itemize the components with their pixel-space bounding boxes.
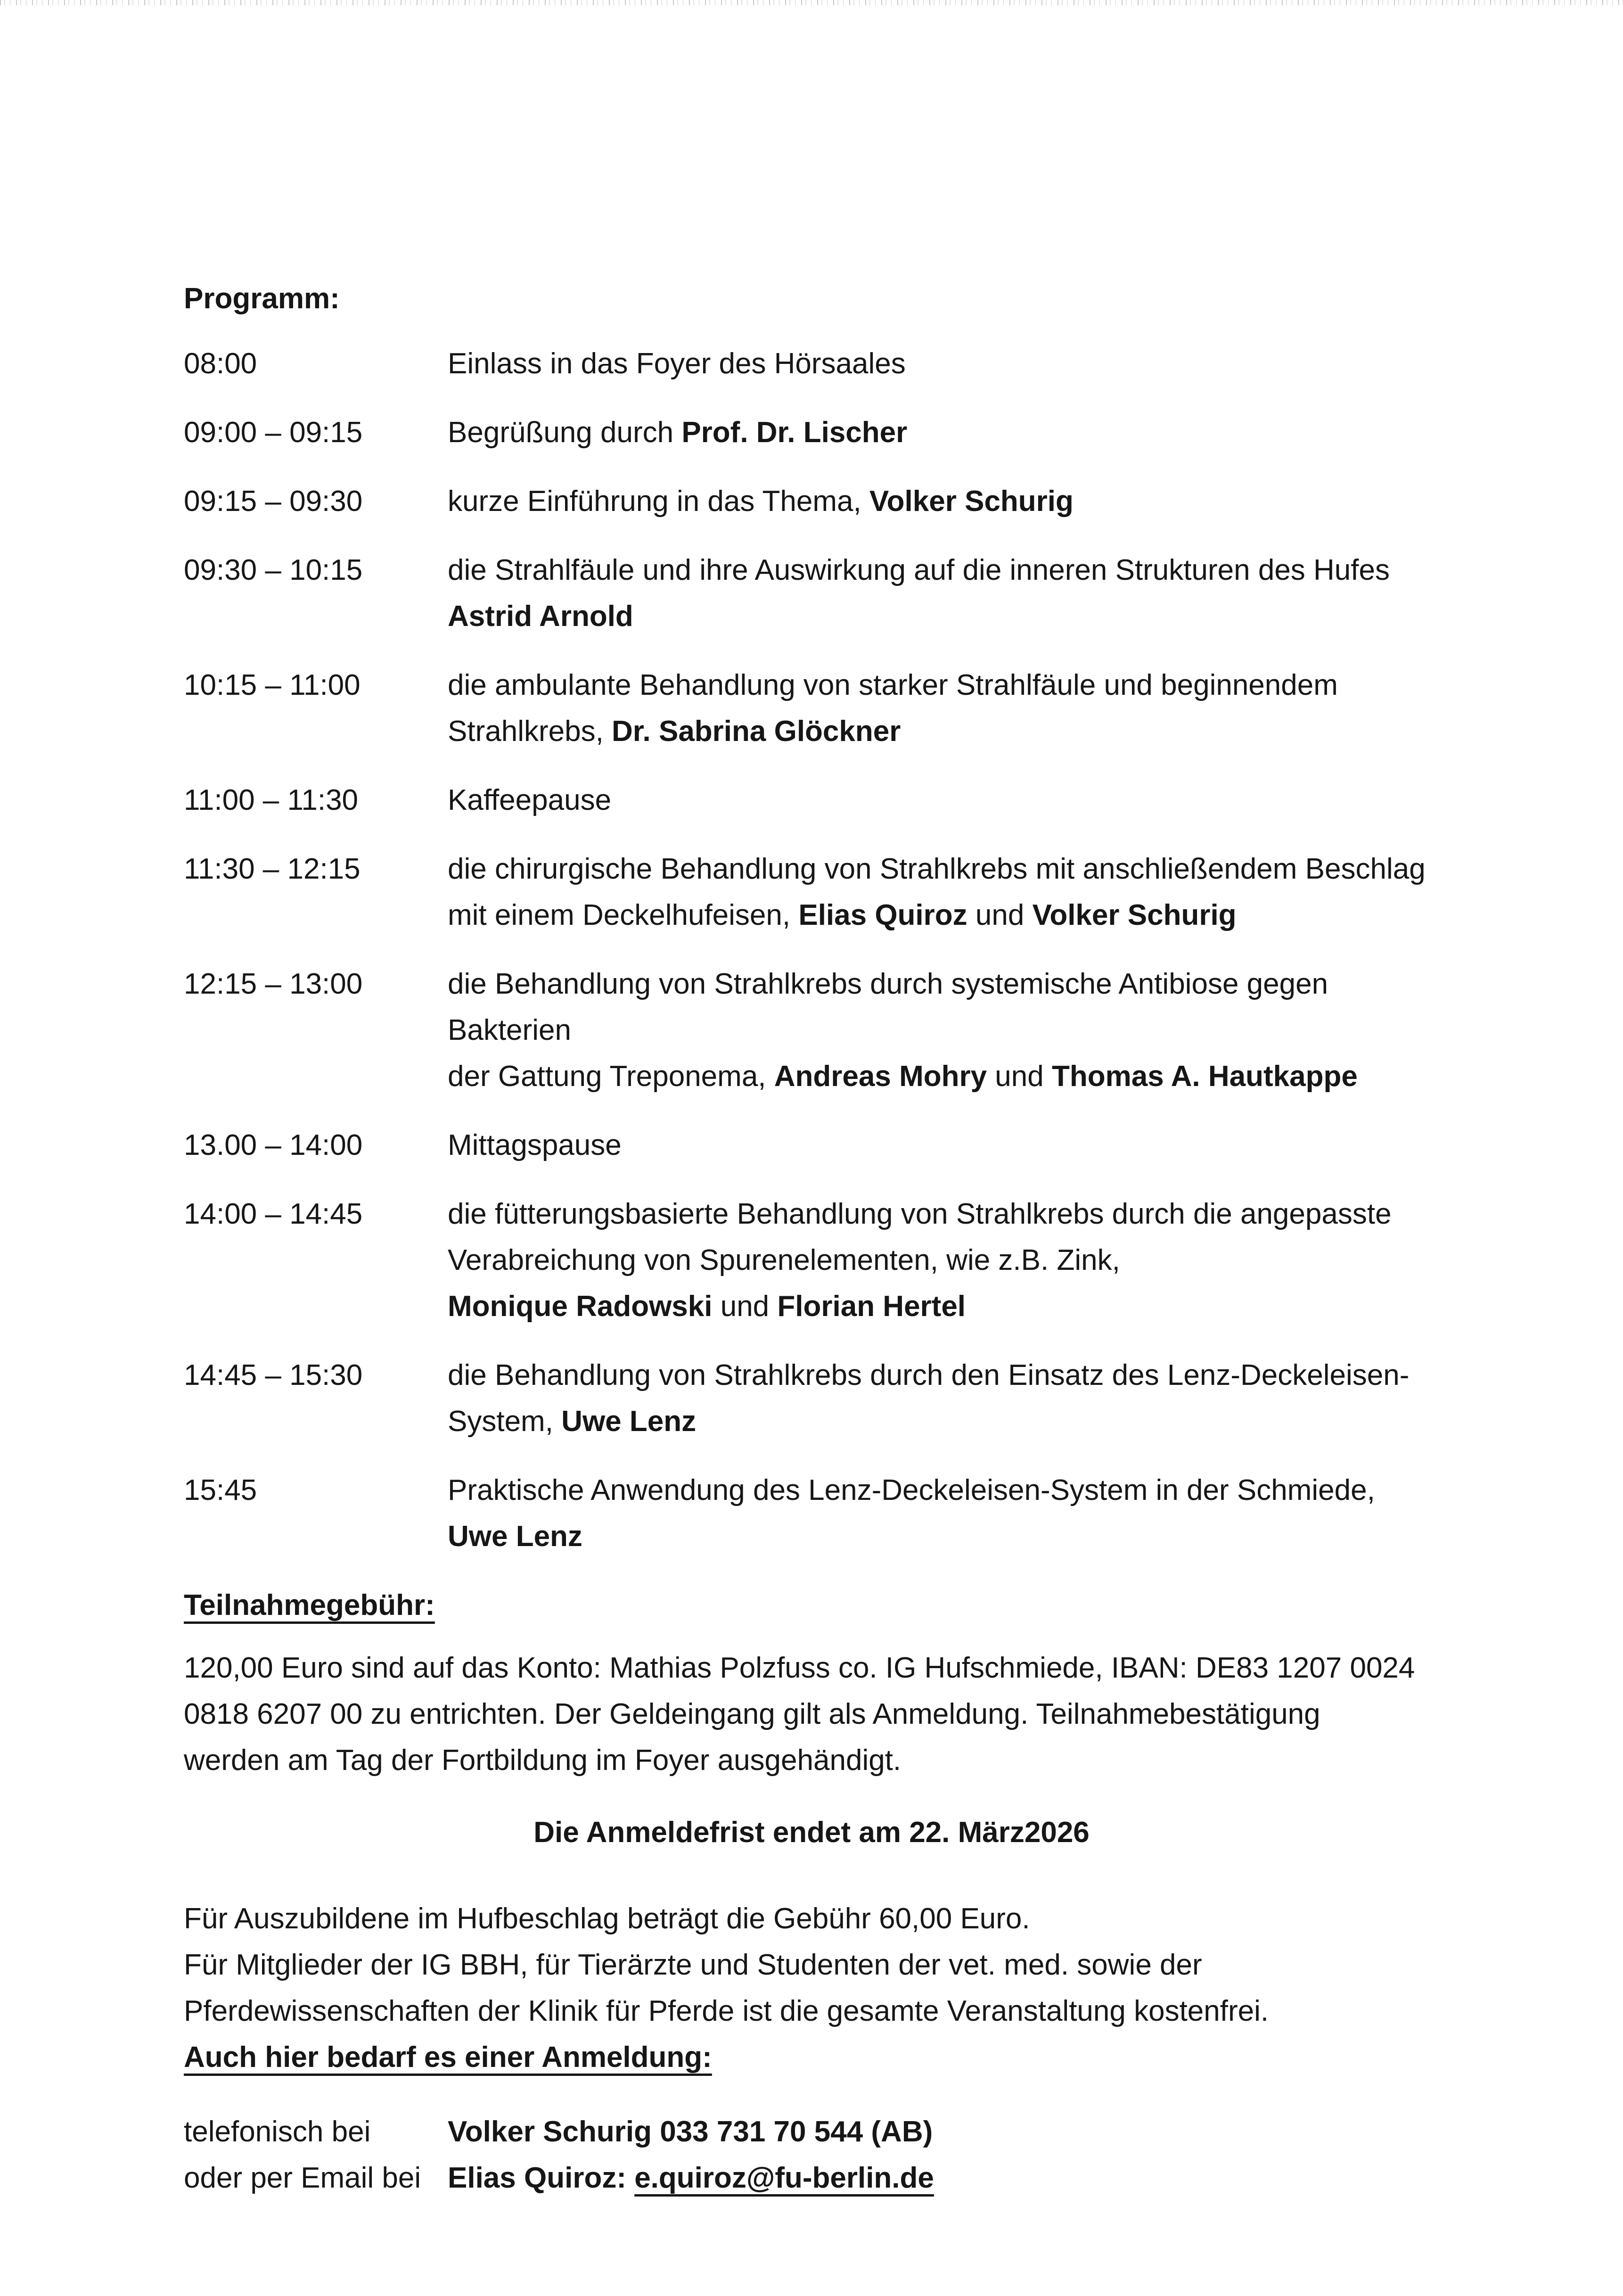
text-segment: Elias Quiroz	[798, 899, 967, 931]
schedule-time: 09:30 – 10:15	[184, 554, 363, 586]
schedule-description	[448, 846, 1439, 938]
text-segment: Thomas A. Hautkappe	[1051, 1060, 1358, 1093]
description-line	[448, 1053, 1439, 1100]
text-segment: und	[967, 899, 1033, 931]
text-segment: die ambulante Behandlung von starker Strahlfäule und beginnendem	[448, 669, 1338, 701]
text-segment: Uwe Lenz	[561, 1405, 697, 1438]
text-segment: die Behandlung von Strahlkrebs durch systemische Antibiose gegen Bakterien	[448, 968, 1328, 1046]
text-segment: Uwe Lenz	[448, 1520, 582, 1553]
deadline-note: Die Anmeldefrist endet am 22. März2026	[533, 1816, 1090, 1849]
fee-heading-row	[184, 1582, 1439, 1629]
contact-label-phone: telefonisch bei	[184, 2115, 371, 2148]
schedule-row	[184, 547, 1439, 640]
description-line	[448, 1514, 1439, 1560]
text-segment: die fütterungsbasierte Behandlung von Strahlkrebs durch die angepasste	[448, 1198, 1392, 1230]
schedule-row	[184, 478, 1439, 525]
text-segment: Astrid Arnold	[448, 600, 633, 633]
text-segment: Prof. Dr. Lischer	[681, 416, 908, 449]
schedule-row	[184, 410, 1439, 456]
schedule-time: 11:00 – 11:30	[184, 784, 359, 816]
text-segment: kurze Einführung in das Thema,	[448, 485, 869, 518]
text-segment: Andreas Mohry	[774, 1060, 987, 1093]
text-segment: Volker Schurig	[869, 485, 1074, 518]
schedule-time: 09:00 – 09:15	[184, 416, 363, 449]
contact-value-email	[448, 2155, 1439, 2201]
text-segment: Volker Schurig	[1032, 899, 1237, 931]
contact-email-prefix: Elias Quiroz:	[448, 2162, 635, 2194]
description-line	[448, 1122, 1439, 1169]
description-line	[448, 892, 1439, 938]
schedule-time: 09:15 – 09:30	[184, 485, 363, 518]
description-line	[448, 662, 1439, 708]
description-line	[448, 777, 1439, 823]
schedule-row	[184, 846, 1439, 938]
schedule-description	[448, 478, 1439, 525]
description-line	[448, 1284, 1439, 1330]
schedule-row	[184, 1122, 1439, 1169]
schedule-description	[448, 1191, 1439, 1330]
paragraph-line: 120,00 Euro sind auf das Konto: Mathias Polzfuss co. IG Hufschmiede, IBAN: DE83 1207 0024	[184, 1652, 1415, 1684]
contact-row-phone	[184, 2109, 1439, 2155]
text-segment: mit einem Deckelhufeisen,	[448, 899, 799, 931]
schedule-description	[448, 410, 1439, 456]
contact-row-email	[184, 2155, 1439, 2201]
schedule-time: 08:00	[184, 347, 257, 380]
text-segment: Florian Hertel	[777, 1290, 966, 1323]
schedule-row	[184, 961, 1439, 1100]
description-line	[448, 1237, 1439, 1284]
schedule-time: 13.00 – 14:00	[184, 1129, 363, 1161]
schedule-row	[184, 1352, 1439, 1445]
schedule-time: 11:30 – 12:15	[184, 853, 361, 885]
schedule-description	[448, 1352, 1439, 1445]
description-line	[448, 547, 1439, 593]
text-segment: und	[987, 1060, 1052, 1093]
schedule-row	[184, 777, 1439, 823]
schedule-time: 14:45 – 15:30	[184, 1359, 363, 1391]
text-segment: Mittagspause	[448, 1129, 622, 1161]
schedule-row	[184, 1191, 1439, 1330]
text-segment: Begrüßung durch	[448, 416, 682, 449]
schedule-description	[448, 341, 1439, 387]
scan-artifact-top	[0, 0, 1623, 5]
paragraph-line: werden am Tag der Fortbildung im Foyer ausgehändigt.	[184, 1744, 902, 1777]
text-segment: Verabreichung von Spurenelementen, wie z.B. Zink,	[448, 1244, 1120, 1276]
text-segment: die Strahlfäule und ihre Auswirkung auf die inneren Strukturen des Hufes	[448, 554, 1390, 586]
fee-heading: Teilnahmegebühr:	[184, 1589, 435, 1621]
text-segment: die chirurgische Behandlung von Strahlkrebs mit anschließendem Beschlag	[448, 853, 1426, 885]
text-segment: und	[712, 1290, 778, 1323]
text-segment: die Behandlung von Strahlkrebs durch den Einsatz des Lenz-Deckeleisen-	[448, 1359, 1410, 1391]
text-segment: Kaffeepause	[448, 784, 612, 816]
schedule-row	[184, 662, 1439, 755]
notes-paragraph	[184, 1896, 1439, 2034]
paragraph-line: 0818 6207 00 zu entrichten. Der Geldeingang gilt als Anmeldung. Teilnahmebestätigung	[184, 1698, 1320, 1730]
schedule-description	[448, 662, 1439, 755]
program-heading: Programm:	[184, 282, 340, 315]
description-line	[448, 593, 1439, 640]
description-line	[448, 1352, 1439, 1399]
registration-note-row	[184, 2034, 1439, 2081]
description-line	[448, 846, 1439, 892]
registration-note: Auch hier bedarf es einer Anmeldung:	[184, 2041, 712, 2074]
description-line	[448, 341, 1439, 387]
schedule-time: 15:45	[184, 1474, 257, 1506]
text-segment: der Gattung Treponema,	[448, 1060, 774, 1093]
schedule-description	[448, 1467, 1439, 1560]
email-link[interactable]: e.quiroz@fu-berlin.de	[634, 2162, 934, 2194]
text-segment: Dr. Sabrina Glöckner	[612, 715, 901, 748]
paragraph-line: Für Auszubildene im Hufbeschlag beträgt die Gebühr 60,00 Euro.	[184, 1902, 1030, 1935]
contact-section	[184, 2109, 1439, 2201]
text-segment: Einlass in das Foyer des Hörsaales	[448, 347, 906, 380]
text-segment: Praktische Anwendung des Lenz-Deckeleisen-System in der Schmiede,	[448, 1474, 1375, 1506]
description-line	[448, 1399, 1439, 1445]
schedule-time: 12:15 – 13:00	[184, 968, 363, 1000]
schedule-row	[184, 341, 1439, 387]
contact-value-phone: Volker Schurig 033 731 70 544 (AB)	[448, 2115, 933, 2148]
text-segment: Strahlkrebs,	[448, 715, 612, 748]
schedule	[184, 341, 1439, 1560]
schedule-description	[448, 1122, 1439, 1169]
text-segment: Monique Radowski	[448, 1290, 713, 1323]
description-line	[448, 410, 1439, 456]
description-line	[448, 1467, 1439, 1514]
schedule-row	[184, 1467, 1439, 1560]
paragraph-line: Pferdewissenschaften der Klinik für Pferde ist die gesamte Veranstaltung kostenfrei.	[184, 1995, 1269, 2027]
schedule-description	[448, 547, 1439, 640]
text-segment: System,	[448, 1405, 562, 1438]
paragraph-line: Für Mitglieder der IG BBH, für Tierärzte und Studenten der vet. med. sowie der	[184, 1949, 1202, 1981]
schedule-time: 14:00 – 14:45	[184, 1198, 363, 1230]
fee-paragraph	[184, 1645, 1439, 1784]
schedule-description	[448, 961, 1439, 1100]
description-line	[448, 478, 1439, 525]
contact-label-email: oder per Email bei	[184, 2162, 421, 2194]
description-line	[448, 708, 1439, 755]
schedule-description	[448, 777, 1439, 823]
description-line	[448, 1191, 1439, 1237]
description-line	[448, 961, 1439, 1053]
schedule-time: 10:15 – 11:00	[184, 669, 361, 701]
